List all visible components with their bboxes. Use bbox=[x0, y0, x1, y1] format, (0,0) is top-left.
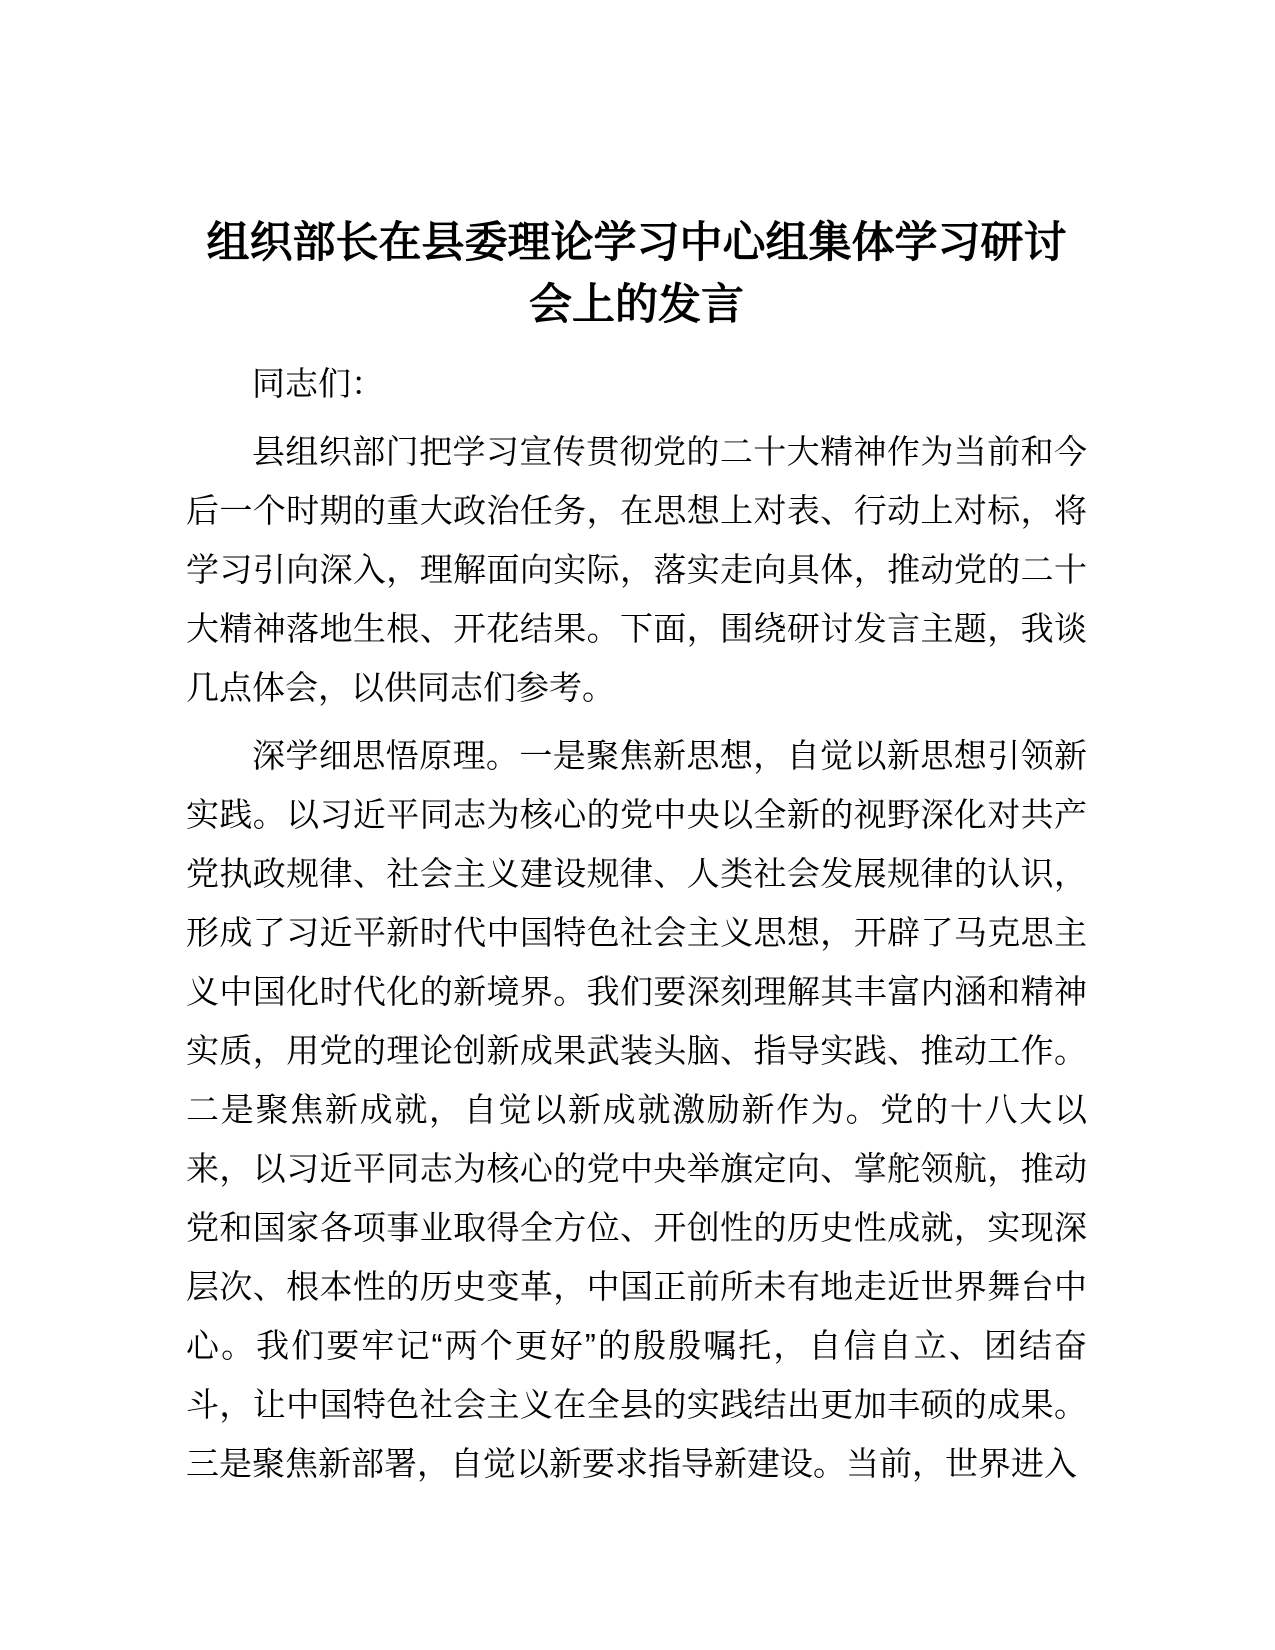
document-title: 组织部长在县委理论学习中心组集体学习研讨会上的发言 bbox=[206, 219, 1067, 329]
salutation-paragraph: 同志们： bbox=[252, 365, 384, 402]
intro-paragraph: 县组织部门把学习宣传贯彻党的二十大精神作为当前和今后一个时期的重大政治任务，在思想上对表、行动上对标，将学习引向深入，理解面向实际，落实走向具体，推动党的二十大精神落地生根、开花结果。下面，围绕研讨发言主题，我谈几点体会，以供同志们参考。 bbox=[186, 433, 1087, 706]
document-body bbox=[186, 354, 1087, 1493]
main-paragraph: 深学细思悟原理。一是聚焦新思想，自觉以新思想引领新实践。以习近平同志为核心的党中央以全新的视野深化对共产党执政规律、社会主义建设规律、人类社会发展规律的认识，形成了习近平新时代中国特色社会主义思想，开辟了马克思主义中国化时代化的新境界。我们要深刻理解其丰富内涵和精神实质，用党的理论创新成果武装头脑、指导实践、推动工作。二是聚焦新成就，自觉以新成就激励新作为。党的十八大以来，以习近平同志为核心的党中央举旗定向、掌舵领航，推动党和国家各项事业取得全方位、开创性的历史性成就，实现深层次、根本性的历史变革，中国正前所未有地走近世界舞台中心。我们要牢记“两个更好”的殷殷嘱托，自信自立、团结奋斗，让中国特色社会主义在全县的实践结出更加丰硕的成果。三是聚焦新部署，自觉以新要求指导新建设。当前，世界进入 bbox=[186, 737, 1087, 1482]
